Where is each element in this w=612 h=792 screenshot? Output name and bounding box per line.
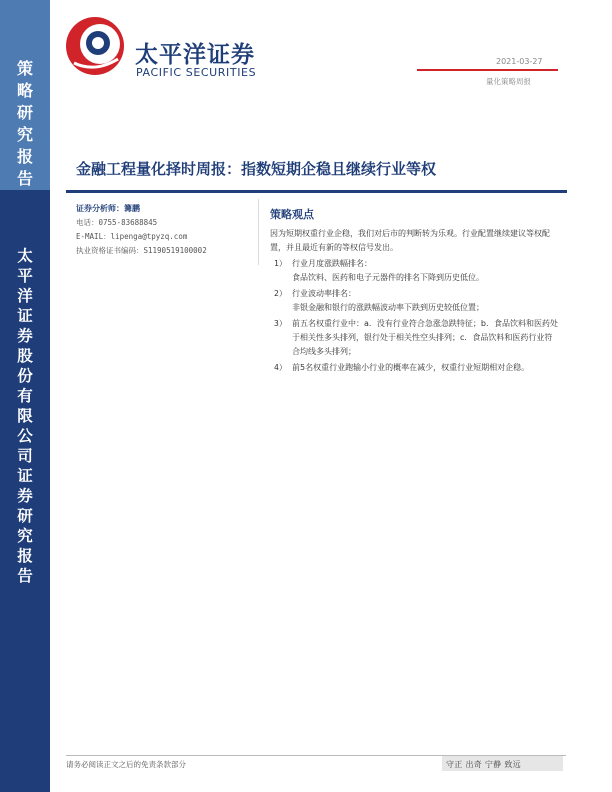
strategy-heading: 策略观点 xyxy=(270,208,314,221)
side-label-char: 究 xyxy=(16,125,33,144)
item-title: 行业月度涨跌幅排名： xyxy=(292,259,372,268)
strategy-item xyxy=(270,257,560,285)
title-rule xyxy=(66,190,567,193)
side-label-strategy-report xyxy=(0,58,50,190)
side-label-char: 太 xyxy=(17,246,33,265)
strategy-item xyxy=(270,317,560,359)
strategy-item xyxy=(270,287,560,315)
side-label-char: 报 xyxy=(16,147,33,166)
item-number: 4） xyxy=(274,363,287,372)
side-label-char: 告 xyxy=(16,169,33,188)
item-number: 2） xyxy=(274,289,287,298)
side-label-char: 司 xyxy=(17,446,33,465)
strategy-item xyxy=(270,361,560,375)
phone-value: 0755-83688845 xyxy=(98,218,158,227)
analyst-email xyxy=(76,230,207,244)
side-label-char: 有 xyxy=(17,386,33,405)
item-title: 行业波动率排名： xyxy=(292,289,356,298)
side-label-char: 研 xyxy=(17,506,33,525)
footer-motto: 守正 出奇 宁静 致远 xyxy=(446,760,521,769)
item-title: 前五名权重行业中：a．没有行业符合急涨急跌特征；b．食品饮料和医药处于相关性多头排列，银行处于相关性空头排列；c．食品饮料和医药行业符合均线多头排列； xyxy=(292,319,558,356)
side-label-char: 略 xyxy=(16,81,33,100)
item-body: 非银金融和银行的涨跌幅波动率下跌到历史较低位置； xyxy=(292,303,484,312)
analyst-name: 证券分析师：篝鹏 xyxy=(76,204,140,213)
side-label-char: 券 xyxy=(17,486,33,505)
item-number: 1） xyxy=(274,259,287,268)
side-label-char: 告 xyxy=(17,566,33,585)
side-label-char: 平 xyxy=(17,266,33,285)
header-red-rule xyxy=(417,69,558,71)
side-label-char: 洋 xyxy=(17,286,33,305)
side-label-char: 限 xyxy=(17,406,33,425)
license-label: 执业资格证书编码： xyxy=(76,246,144,255)
item-number: 3） xyxy=(274,319,287,328)
side-label-char: 证 xyxy=(17,306,33,325)
brand-name-en: PACIFIC SECURITIES xyxy=(136,66,257,79)
side-label-char: 证 xyxy=(17,466,33,485)
analyst-phone xyxy=(76,216,207,230)
side-label-char: 究 xyxy=(17,526,33,545)
side-label-char: 研 xyxy=(16,103,33,122)
side-label-char: 股 xyxy=(17,346,33,365)
report-date: 2021-03-27 xyxy=(496,57,543,66)
side-label-company xyxy=(0,246,50,586)
phone-label: 电话： xyxy=(76,218,99,227)
pacific-securities-logo xyxy=(64,15,126,77)
side-label-char: 券 xyxy=(17,326,33,345)
brand-name-cn: 太平洋证券 xyxy=(135,42,255,68)
column-divider xyxy=(258,199,259,265)
side-label-char: 份 xyxy=(17,366,33,385)
report-type: 量化策略周报 xyxy=(486,77,531,86)
side-label-char: 报 xyxy=(17,546,33,565)
strategy-body xyxy=(270,227,560,375)
item-body: 食品饮料、医药和电子元器件的排名下降到历史低位。 xyxy=(292,273,484,282)
side-label-char: 策 xyxy=(16,59,33,78)
analyst-block xyxy=(76,202,207,258)
analyst-license xyxy=(76,244,207,258)
footer-disclaimer: 请务必阅读正文之后的免责条款部分 xyxy=(66,760,186,769)
license-value: S1190519100002 xyxy=(143,246,207,255)
page-title: 金融工程量化择时周报：指数短期企稳且继续行业等权 xyxy=(76,160,437,178)
strategy-intro: 因为短期权重行业企稳，我们对后市的判断转为乐观。行业配置继续建议等权配置，并且最近有新的等权信号发出。 xyxy=(270,229,550,252)
email-value[interactable]: lipenga@tpyzq.com xyxy=(110,232,188,241)
item-title: 前5名权重行业跑输小行业的概率在减少，权重行业短期相对企稳。 xyxy=(292,363,530,372)
email-label: E-MAIL： xyxy=(76,232,111,241)
side-label-char: 公 xyxy=(17,426,33,445)
